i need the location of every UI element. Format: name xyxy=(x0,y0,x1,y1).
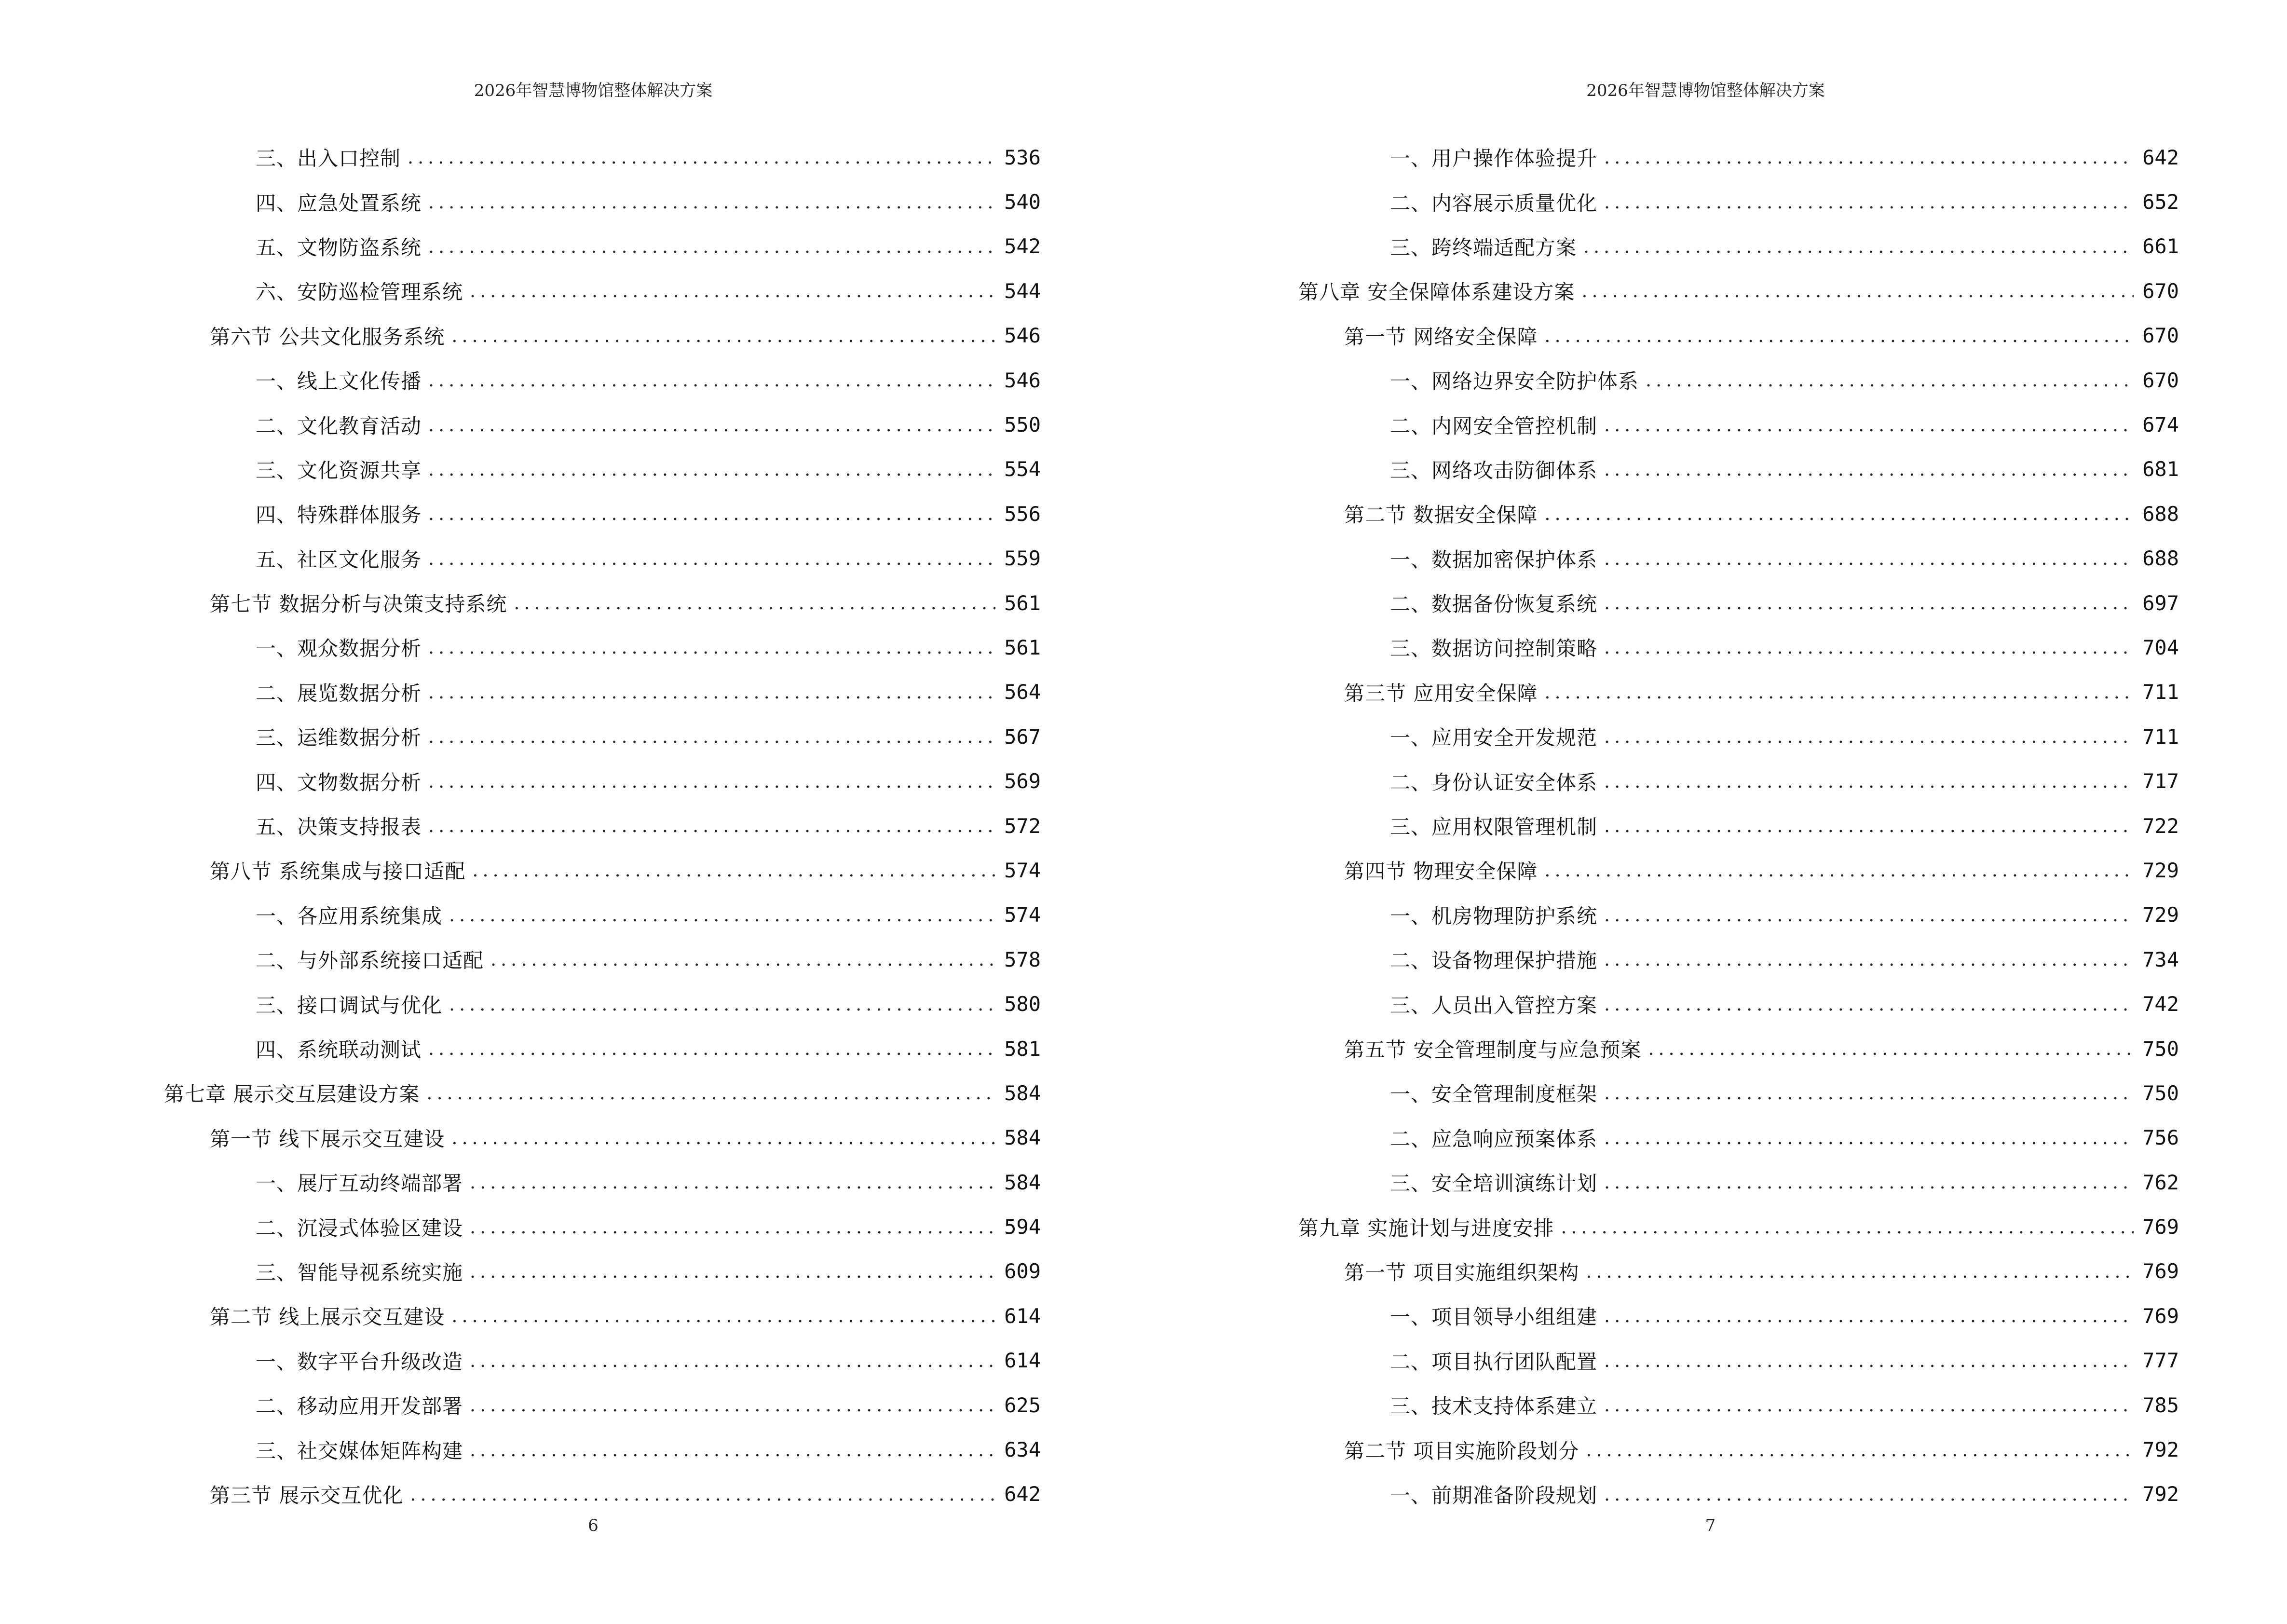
toc-entry-title: 六、安防巡检管理系统 xyxy=(256,280,463,304)
dot-leader xyxy=(470,1216,995,1238)
dot-leader xyxy=(1604,1172,2134,1193)
toc-entry[interactable] xyxy=(164,269,1041,313)
toc-entry-page-number: 625 xyxy=(1004,1393,1041,1417)
dot-leader xyxy=(1604,459,2134,480)
toc-entry[interactable] xyxy=(1298,670,2179,714)
toc-entry[interactable] xyxy=(164,670,1041,714)
toc-entry[interactable] xyxy=(1298,1427,2179,1472)
toc-entry-page-number: 670 xyxy=(2142,324,2179,348)
toc-entry-title: 一、用户操作体验提升 xyxy=(1390,147,1598,171)
toc-entry-page-number: 574 xyxy=(1004,903,1041,927)
dot-leader xyxy=(470,1350,995,1371)
toc-entry-page-number: 750 xyxy=(2142,1081,2179,1105)
toc-entry[interactable] xyxy=(164,447,1041,491)
toc-entry-title: 一、线上文化传播 xyxy=(256,369,422,394)
toc-entry-title: 一、前期准备阶段规划 xyxy=(1390,1483,1598,1507)
running-header: 2026年智慧博物馆整体解决方案 xyxy=(1586,81,1825,100)
toc-entry[interactable] xyxy=(1298,1204,2179,1249)
dot-leader xyxy=(1604,414,2134,436)
toc-entry[interactable] xyxy=(164,581,1041,625)
dot-leader xyxy=(428,771,995,792)
dot-leader xyxy=(428,503,995,524)
dot-leader xyxy=(428,459,995,480)
toc-entry[interactable] xyxy=(1298,625,2179,669)
dot-leader xyxy=(451,1127,995,1148)
dot-leader xyxy=(472,860,995,881)
toc-entry[interactable] xyxy=(1298,224,2179,269)
dot-leader xyxy=(470,1261,995,1282)
toc-entry[interactable] xyxy=(1298,1071,2179,1115)
toc-entry-page-number: 584 xyxy=(1004,1081,1041,1105)
toc-entry-page-number: 652 xyxy=(2142,190,2179,214)
toc-entry[interactable] xyxy=(164,358,1041,402)
dot-leader xyxy=(1544,503,2134,524)
toc-entry[interactable] xyxy=(1298,1472,2179,1516)
toc-entry[interactable] xyxy=(1298,1338,2179,1383)
toc-entry[interactable] xyxy=(164,1427,1041,1472)
toc-entry-page-number: 769 xyxy=(2142,1259,2179,1283)
toc-entry-page-number: 792 xyxy=(2142,1438,2179,1462)
toc-entry[interactable] xyxy=(164,536,1041,581)
dot-leader xyxy=(428,191,995,213)
toc-entry[interactable] xyxy=(1298,982,2179,1026)
dot-leader xyxy=(449,994,995,1015)
toc-page-right xyxy=(1144,0,2287,1624)
toc-entry-page-number: 704 xyxy=(2142,635,2179,659)
dot-leader xyxy=(451,325,995,346)
toc-entry-page-number: 550 xyxy=(1004,413,1041,437)
toc-entry-title: 第八章 安全保障体系建设方案 xyxy=(1298,280,1575,304)
toc-entry-page-number: 567 xyxy=(1004,724,1041,749)
toc-entry[interactable] xyxy=(164,402,1041,447)
toc-entry-title: 二、应急响应预案体系 xyxy=(1390,1127,1598,1151)
toc-entry-title: 四、特殊群体服务 xyxy=(256,503,422,527)
toc-list xyxy=(1298,135,2179,1516)
toc-entry-title: 三、出入口控制 xyxy=(256,147,401,171)
toc-entry-page-number: 556 xyxy=(1004,502,1041,526)
toc-entry-page-number: 742 xyxy=(2142,992,2179,1016)
toc-entry-title: 第三节 展示交互优化 xyxy=(210,1483,404,1507)
toc-entry-title: 第一节 项目实施组织架构 xyxy=(1344,1260,1579,1284)
dot-leader xyxy=(1604,1082,2134,1104)
toc-entry-title: 第三节 应用安全保障 xyxy=(1344,681,1538,705)
toc-entry-title: 第六节 公共文化服务系统 xyxy=(210,325,445,349)
toc-entry[interactable] xyxy=(1298,1116,2179,1160)
toc-entry-title: 一、数字平台升级改造 xyxy=(256,1350,463,1374)
dot-leader xyxy=(1604,1350,2134,1371)
toc-entry-page-number: 674 xyxy=(2142,413,2179,437)
toc-entry-title: 第七节 数据分析与决策支持系统 xyxy=(210,592,507,616)
toc-entry[interactable] xyxy=(164,1116,1041,1160)
toc-entry[interactable] xyxy=(1298,1383,2179,1427)
toc-entry-page-number: 569 xyxy=(1004,769,1041,793)
toc-entry[interactable] xyxy=(1298,714,2179,759)
toc-entry-page-number: 777 xyxy=(2142,1349,2179,1373)
dot-leader xyxy=(1583,236,2134,257)
toc-entry-page-number: 546 xyxy=(1004,368,1041,392)
toc-entry-page-number: 572 xyxy=(1004,814,1041,838)
toc-entry-title: 第四节 物理安全保障 xyxy=(1344,860,1538,884)
dot-leader xyxy=(1646,369,2134,391)
toc-entry[interactable] xyxy=(1298,1026,2179,1071)
toc-entry-page-number: 711 xyxy=(2142,724,2179,749)
dot-leader xyxy=(428,369,995,391)
toc-entry-page-number: 609 xyxy=(1004,1259,1041,1283)
dot-leader xyxy=(1561,1216,2134,1238)
toc-entry[interactable] xyxy=(1298,179,2179,224)
toc-entry[interactable] xyxy=(164,491,1041,536)
toc-entry-title: 第二节 项目实施阶段划分 xyxy=(1344,1439,1579,1463)
toc-entry[interactable] xyxy=(164,1160,1041,1204)
toc-entry-title: 三、网络攻击防御体系 xyxy=(1390,458,1598,482)
toc-entry-title: 二、移动应用开发部署 xyxy=(256,1394,463,1419)
toc-entry-page-number: 564 xyxy=(1004,680,1041,704)
toc-entry-title: 三、运维数据分析 xyxy=(256,726,422,750)
toc-entry-page-number: 688 xyxy=(2142,546,2179,571)
dot-leader xyxy=(1586,1439,2134,1460)
dot-leader xyxy=(1604,994,2134,1015)
toc-entry-title: 三、技术支持体系建立 xyxy=(1390,1394,1598,1419)
toc-entry-page-number: 711 xyxy=(2142,680,2179,704)
toc-entry[interactable] xyxy=(164,804,1041,848)
toc-entry[interactable] xyxy=(1298,135,2179,179)
dot-leader xyxy=(1604,548,2134,569)
toc-entry-title: 第二节 线上展示交互建设 xyxy=(210,1305,445,1329)
toc-entry-title: 二、数据备份恢复系统 xyxy=(1390,592,1598,616)
toc-entry[interactable] xyxy=(164,1249,1041,1294)
toc-entry[interactable] xyxy=(164,1472,1041,1516)
dot-leader xyxy=(428,637,995,658)
toc-entry-title: 五、决策支持报表 xyxy=(256,815,422,839)
toc-entry-title: 二、文化教育活动 xyxy=(256,414,422,438)
page-number: 6 xyxy=(588,1516,599,1535)
toc-entry[interactable] xyxy=(164,224,1041,269)
toc-entry[interactable] xyxy=(1298,759,2179,803)
toc-entry-page-number: 769 xyxy=(2142,1304,2179,1328)
dot-leader xyxy=(1604,191,2134,213)
toc-entry-title: 第八节 系统集成与接口适配 xyxy=(210,860,466,884)
toc-entry-page-number: 584 xyxy=(1004,1170,1041,1194)
toc-entry[interactable] xyxy=(164,135,1041,179)
toc-entry-page-number: 554 xyxy=(1004,457,1041,481)
toc-entry-title: 三、人员出入管控方案 xyxy=(1390,993,1598,1017)
toc-entry[interactable] xyxy=(1298,581,2179,625)
dot-leader xyxy=(1604,1394,2134,1416)
dot-leader xyxy=(514,592,995,614)
dot-leader xyxy=(470,280,995,301)
toc-entry[interactable] xyxy=(1298,937,2179,982)
toc-entry-page-number: 578 xyxy=(1004,947,1041,971)
toc-entry-page-number: 642 xyxy=(1004,1482,1041,1506)
toc-entry-title: 四、文物数据分析 xyxy=(256,770,422,794)
toc-entry-page-number: 614 xyxy=(1004,1349,1041,1373)
dot-leader xyxy=(426,1082,995,1104)
toc-entry-page-number: 540 xyxy=(1004,190,1041,214)
toc-entry-title: 一、数据加密保护体系 xyxy=(1390,547,1598,572)
toc-entry-page-number: 756 xyxy=(2142,1126,2179,1150)
toc-entry[interactable] xyxy=(1298,848,2179,892)
toc-list xyxy=(164,135,1041,1516)
toc-entry[interactable] xyxy=(164,314,1041,358)
dot-leader xyxy=(1604,637,2134,658)
toc-entry-title: 一、网络边界安全防护体系 xyxy=(1390,369,1639,394)
dot-leader xyxy=(410,1484,995,1505)
toc-entry-page-number: 734 xyxy=(2142,947,2179,971)
toc-entry-title: 二、身份认证安全体系 xyxy=(1390,770,1598,794)
dot-leader xyxy=(1604,771,2134,792)
toc-entry-title: 第五节 安全管理制度与应急预案 xyxy=(1344,1038,1642,1062)
dot-leader xyxy=(1604,592,2134,614)
toc-entry-title: 五、文物防盗系统 xyxy=(256,235,422,259)
toc-entry-page-number: 688 xyxy=(2142,502,2179,526)
toc-entry-title: 第九章 实施计划与进度安排 xyxy=(1298,1216,1554,1240)
toc-entry-title: 一、安全管理制度框架 xyxy=(1390,1082,1598,1106)
dot-leader xyxy=(428,548,995,569)
toc-entry[interactable] xyxy=(1298,447,2179,491)
dot-leader xyxy=(1604,726,2134,747)
toc-entry[interactable] xyxy=(164,1026,1041,1071)
toc-entry-page-number: 546 xyxy=(1004,324,1041,348)
dot-leader xyxy=(1604,147,2134,168)
toc-entry-page-number: 561 xyxy=(1004,591,1041,615)
dot-leader xyxy=(1648,1038,2134,1059)
dot-leader xyxy=(470,1394,995,1416)
toc-entry-page-number: 536 xyxy=(1004,145,1041,169)
dot-leader xyxy=(1544,860,2134,881)
toc-entry-page-number: 574 xyxy=(1004,858,1041,882)
toc-entry-page-number: 729 xyxy=(2142,903,2179,927)
toc-entry-title: 四、系统联动测试 xyxy=(256,1038,422,1062)
toc-entry[interactable] xyxy=(1298,1294,2179,1338)
toc-entry[interactable] xyxy=(1298,269,2179,313)
dot-leader xyxy=(1544,682,2134,703)
toc-entry-page-number: 580 xyxy=(1004,992,1041,1016)
toc-entry-title: 一、应用安全开发规范 xyxy=(1390,726,1598,750)
page-number: 7 xyxy=(1705,1516,1716,1535)
toc-entry-page-number: 642 xyxy=(2142,145,2179,169)
dot-leader xyxy=(1604,904,2134,926)
toc-entry[interactable] xyxy=(164,1204,1041,1249)
toc-entry[interactable] xyxy=(1298,1160,2179,1204)
toc-entry-page-number: 670 xyxy=(2142,368,2179,392)
dot-leader xyxy=(1581,280,2134,301)
toc-entry[interactable] xyxy=(164,759,1041,803)
dot-leader xyxy=(1544,325,2134,346)
toc-entry-page-number: 559 xyxy=(1004,546,1041,571)
toc-entry-page-number: 614 xyxy=(1004,1304,1041,1328)
toc-entry-title: 二、项目执行团队配置 xyxy=(1390,1350,1598,1374)
toc-entry[interactable] xyxy=(1298,358,2179,402)
toc-entry-page-number: 594 xyxy=(1004,1215,1041,1239)
dot-leader xyxy=(490,949,995,970)
toc-entry-page-number: 542 xyxy=(1004,234,1041,259)
dot-leader xyxy=(428,726,995,747)
toc-entry-title: 一、观众数据分析 xyxy=(256,637,422,661)
toc-entry[interactable] xyxy=(164,714,1041,759)
toc-entry-title: 三、文化资源共享 xyxy=(256,458,422,482)
toc-entry[interactable] xyxy=(1298,536,2179,581)
toc-entry-page-number: 681 xyxy=(2142,457,2179,481)
toc-entry-title: 第一节 网络安全保障 xyxy=(1344,325,1538,349)
toc-entry[interactable] xyxy=(164,1294,1041,1338)
toc-entry[interactable] xyxy=(164,893,1041,937)
toc-entry[interactable] xyxy=(1298,314,2179,358)
toc-entry[interactable] xyxy=(164,1383,1041,1427)
toc-entry-title: 一、项目领导小组组建 xyxy=(1390,1305,1598,1329)
toc-entry-title: 一、机房物理防护系统 xyxy=(1390,904,1598,928)
dot-leader xyxy=(1604,815,2134,836)
toc-entry[interactable] xyxy=(1298,491,2179,536)
toc-entry-page-number: 762 xyxy=(2142,1170,2179,1194)
toc-entry-title: 第一节 线下展示交互建设 xyxy=(210,1127,445,1151)
dot-leader xyxy=(451,1305,995,1326)
dot-leader xyxy=(1604,1305,2134,1326)
toc-entry-title: 第七章 展示交互层建设方案 xyxy=(164,1082,420,1106)
toc-entry[interactable] xyxy=(164,1071,1041,1115)
toc-entry-page-number: 717 xyxy=(2142,769,2179,793)
dot-leader xyxy=(428,682,995,703)
toc-entry-page-number: 792 xyxy=(2142,1482,2179,1506)
toc-entry-title: 二、内容展示质量优化 xyxy=(1390,191,1598,215)
toc-entry[interactable] xyxy=(1298,1249,2179,1294)
toc-entry-title: 一、展厅互动终端部署 xyxy=(256,1172,463,1196)
toc-entry[interactable] xyxy=(1298,402,2179,447)
toc-entry-title: 三、接口调试与优化 xyxy=(256,993,443,1017)
toc-entry-page-number: 750 xyxy=(2142,1037,2179,1061)
toc-entry-title: 三、智能导视系统实施 xyxy=(256,1260,463,1284)
toc-entry-page-number: 769 xyxy=(2142,1215,2179,1239)
toc-entry-title: 二、设备物理保护措施 xyxy=(1390,949,1598,973)
toc-entry[interactable] xyxy=(164,982,1041,1026)
toc-entry-page-number: 561 xyxy=(1004,635,1041,659)
dot-leader xyxy=(449,904,995,926)
toc-entry-title: 三、跨终端适配方案 xyxy=(1390,235,1577,259)
toc-entry[interactable] xyxy=(164,1338,1041,1383)
toc-entry-page-number: 661 xyxy=(2142,234,2179,259)
toc-entry-page-number: 544 xyxy=(1004,279,1041,303)
dot-leader xyxy=(1604,949,2134,970)
toc-entry-title: 三、数据访问控制策略 xyxy=(1390,637,1598,661)
toc-entry-page-number: 670 xyxy=(2142,279,2179,303)
dot-leader xyxy=(1586,1261,2134,1282)
toc-entry-page-number: 581 xyxy=(1004,1037,1041,1061)
toc-entry-page-number: 634 xyxy=(1004,1438,1041,1462)
toc-entry-page-number: 697 xyxy=(2142,591,2179,615)
dot-leader xyxy=(470,1439,995,1460)
dot-leader xyxy=(470,1172,995,1193)
toc-entry-title: 三、社交媒体矩阵构建 xyxy=(256,1439,463,1463)
toc-entry-title: 五、社区文化服务 xyxy=(256,547,422,572)
dot-leader xyxy=(428,1038,995,1059)
running-header: 2026年智慧博物馆整体解决方案 xyxy=(474,81,713,100)
dot-leader xyxy=(428,414,995,436)
toc-entry-page-number: 729 xyxy=(2142,858,2179,882)
toc-entry[interactable] xyxy=(164,179,1041,224)
toc-entry-title: 第二节 数据安全保障 xyxy=(1344,503,1538,527)
toc-entry-title: 二、与外部系统接口适配 xyxy=(256,949,484,973)
toc-entry-page-number: 722 xyxy=(2142,814,2179,838)
toc-entry[interactable] xyxy=(1298,893,2179,937)
dot-leader xyxy=(1604,1484,2134,1505)
dot-leader xyxy=(428,236,995,257)
dot-leader xyxy=(428,815,995,836)
dot-leader xyxy=(1604,1127,2134,1148)
toc-entry[interactable] xyxy=(164,625,1041,669)
toc-entry-title: 三、安全培训演练计划 xyxy=(1390,1172,1598,1196)
toc-entry[interactable] xyxy=(164,937,1041,982)
toc-entry-title: 二、内网安全管控机制 xyxy=(1390,414,1598,438)
toc-entry-page-number: 584 xyxy=(1004,1126,1041,1150)
toc-entry-title: 二、展览数据分析 xyxy=(256,681,422,705)
toc-entry-title: 二、沉浸式体验区建设 xyxy=(256,1216,463,1240)
toc-entry-title: 一、各应用系统集成 xyxy=(256,904,443,928)
toc-entry-page-number: 785 xyxy=(2142,1393,2179,1417)
toc-entry[interactable] xyxy=(164,848,1041,892)
dot-leader xyxy=(408,147,995,168)
toc-entry-title: 三、应用权限管理机制 xyxy=(1390,815,1598,839)
toc-entry[interactable] xyxy=(1298,804,2179,848)
toc-entry-title: 四、应急处置系统 xyxy=(256,191,422,215)
